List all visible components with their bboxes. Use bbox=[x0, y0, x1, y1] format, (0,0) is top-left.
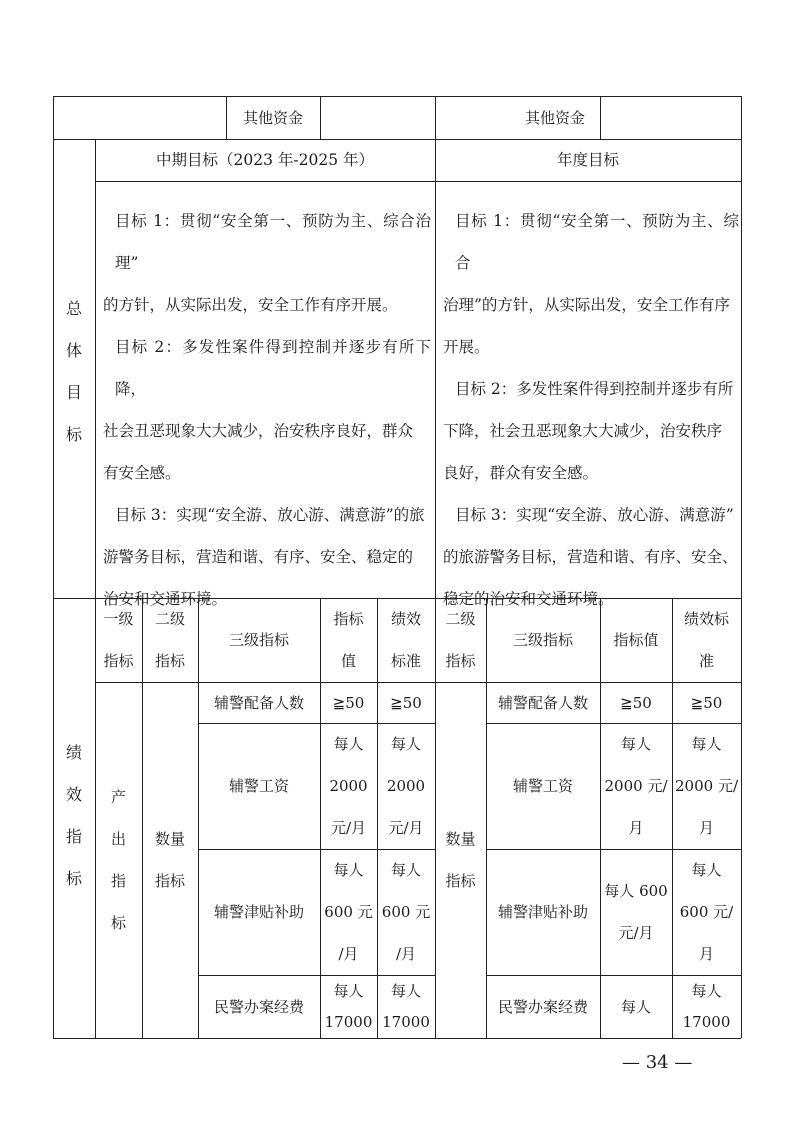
value-line: 元/月 bbox=[618, 924, 654, 942]
r-indicator-standard bbox=[672, 723, 741, 849]
header-level1 bbox=[95, 598, 142, 682]
standard-line: 每人 bbox=[390, 735, 421, 753]
annual-goal-line: 稳定的治安和交通环境。 bbox=[443, 590, 614, 608]
indicator-value: ≧50 bbox=[332, 693, 365, 712]
r-indicator-name: 辅警配备人数 bbox=[497, 693, 588, 712]
midterm-goal-line: 社会丑恶现象大大减少，治安秩序良好，群众 bbox=[103, 422, 414, 440]
header-text: 指标 bbox=[333, 610, 364, 628]
annual-goal-line: 治理”的方针，从实际出发，安全工作有序 bbox=[443, 296, 730, 314]
page-number: — 34 — bbox=[622, 1052, 693, 1073]
header-level2 bbox=[142, 598, 198, 682]
standard-line: 每人 bbox=[691, 735, 722, 753]
indicators-side-char: 绩 bbox=[65, 743, 82, 762]
standard-line: 元/月 bbox=[388, 819, 424, 837]
value-line: 17000 bbox=[324, 1012, 373, 1031]
midterm-goal-line: 游警务目标，营造和谐、有序、安全、稳定的 bbox=[103, 548, 414, 566]
value-line: 2000 bbox=[329, 777, 368, 795]
standard-line: 2000 bbox=[386, 777, 426, 795]
header-text: 指标 bbox=[445, 652, 476, 670]
indicator-name: 民警办案经费 bbox=[213, 997, 304, 1016]
annual-goals-text bbox=[443, 200, 739, 620]
indicator-value bbox=[320, 723, 377, 849]
standard-line: 月 bbox=[698, 945, 714, 963]
level2-text: 指标 bbox=[445, 872, 476, 890]
level1-char: 标 bbox=[110, 914, 126, 932]
header-r-standard bbox=[672, 598, 741, 682]
header-text: 绩效 bbox=[390, 610, 421, 628]
midterm-goal-line: 的方针，从实际出发，安全工作有序开展。 bbox=[103, 296, 398, 314]
midterm-goals-header: 中期目标（2023 年-2025 年） bbox=[156, 151, 374, 169]
goals-side-char: 体 bbox=[65, 341, 82, 360]
header-level3: 三级指标 bbox=[228, 631, 289, 649]
midterm-goal-line: 目标 1：贯彻“安全第一、预防为主、综合治理” bbox=[115, 212, 431, 272]
goals-side-label bbox=[59, 288, 89, 456]
header-text: 标准 bbox=[390, 652, 421, 670]
standard-line: 月 bbox=[698, 819, 714, 837]
standard-line: /月 bbox=[395, 945, 417, 963]
indicator-standard bbox=[377, 723, 435, 849]
annual-goals-header: 年度目标 bbox=[556, 151, 619, 169]
funds-left-label: 其他资金 bbox=[242, 108, 303, 127]
standard-line: 每人 bbox=[390, 861, 421, 879]
standard-line: 每人 bbox=[390, 981, 421, 1000]
r-level2-quantity-indicator bbox=[435, 682, 486, 1038]
value-line: 每人 bbox=[333, 861, 364, 879]
level1-output-indicator bbox=[95, 682, 142, 1038]
r-indicator-standard: ≧50 bbox=[690, 693, 723, 712]
indicator-standard bbox=[377, 849, 435, 975]
midterm-goal-line: 目标 2：多发性案件得到控制并逐步有所下降， bbox=[115, 338, 431, 398]
standard-line: 600 元/ bbox=[679, 903, 734, 921]
r-indicator-name: 辅警工资 bbox=[512, 777, 573, 795]
goals-side-char: 总 bbox=[65, 299, 82, 318]
header-r-level3: 三级指标 bbox=[512, 631, 573, 649]
indicator-standard: ≧50 bbox=[390, 693, 422, 712]
header-text: 准 bbox=[698, 652, 714, 670]
r-indicator-value: 每人 bbox=[620, 997, 651, 1016]
level1-char: 产 bbox=[110, 788, 126, 806]
value-line: 每人 bbox=[333, 981, 364, 1000]
annual-goal-line: 目标 2：多发性案件得到控制并逐步有所 bbox=[455, 380, 734, 398]
header-r-value: 指标值 bbox=[613, 631, 659, 649]
annual-goal-line: 的旅游警务目标，营造和谐、有序、安全、 bbox=[443, 548, 738, 566]
indicators-side-char: 效 bbox=[65, 785, 82, 804]
header-standard bbox=[377, 598, 435, 682]
header-text: 一级 bbox=[103, 610, 134, 628]
level1-char: 出 bbox=[110, 830, 126, 848]
midterm-goal-line: 治安和交通环境。 bbox=[103, 590, 228, 608]
r-indicator-value bbox=[600, 723, 672, 849]
indicators-side-char: 标 bbox=[65, 869, 82, 888]
midterm-goal-line: 目标 3：实现“安全游、放心游、满意游”的旅 bbox=[115, 506, 425, 524]
value-line: 每人 bbox=[620, 735, 651, 753]
standard-line: 17000 bbox=[682, 1012, 731, 1031]
indicator-standard bbox=[377, 975, 435, 1038]
standard-line: 17000 bbox=[382, 1012, 430, 1031]
standard-line: 2000 元/ bbox=[675, 777, 738, 795]
header-text: 指标 bbox=[154, 652, 185, 670]
goals-side-char: 标 bbox=[65, 425, 82, 444]
indicator-name: 辅警津贴补助 bbox=[213, 903, 304, 921]
indicator-name: 辅警工资 bbox=[228, 777, 289, 795]
midterm-goals-text bbox=[103, 200, 431, 620]
standard-line: 600 元 bbox=[381, 903, 431, 921]
indicator-value bbox=[320, 849, 377, 975]
annual-goal-line: 下降，社会丑恶现象大大减少，治安秩序 bbox=[443, 422, 723, 440]
header-text: 二级 bbox=[445, 610, 476, 628]
r-indicator-name: 民警办案经费 bbox=[497, 997, 588, 1016]
header-r-level2 bbox=[435, 598, 486, 682]
annual-goal-line: 目标 3：实现“安全游、放心游、满意游” bbox=[455, 506, 734, 524]
indicators-side-char: 指 bbox=[65, 827, 82, 846]
funds-right-label: 其他资金 bbox=[524, 108, 585, 127]
r-indicator-value: ≧50 bbox=[620, 693, 652, 712]
r-indicator-standard bbox=[672, 849, 741, 975]
standard-line: 每人 bbox=[691, 981, 722, 1000]
header-text: 绩效标 bbox=[683, 610, 729, 628]
annual-goal-line: 良好，群众有安全感。 bbox=[443, 464, 599, 482]
r-indicator-standard bbox=[672, 975, 741, 1038]
header-text: 值 bbox=[340, 652, 356, 670]
midterm-goal-line: 有安全感。 bbox=[103, 464, 181, 482]
header-text: 指标 bbox=[103, 652, 134, 670]
value-line: 元/月 bbox=[330, 819, 367, 837]
value-line: 每人 600 bbox=[604, 882, 668, 900]
level2-quantity-indicator bbox=[142, 682, 198, 1038]
value-line: 每人 bbox=[333, 735, 364, 753]
standard-line: 每人 bbox=[691, 861, 722, 879]
value-line: 2000 元/ bbox=[604, 777, 668, 795]
indicators-side-label bbox=[59, 732, 89, 900]
level2-text: 数量 bbox=[154, 830, 185, 848]
goals-side-char: 目 bbox=[65, 383, 82, 402]
value-line: /月 bbox=[338, 945, 359, 963]
r-indicator-value bbox=[600, 849, 672, 975]
level2-text: 数量 bbox=[445, 830, 476, 848]
annual-goal-line: 目标 1：贯彻“安全第一、预防为主、综合 bbox=[455, 212, 739, 272]
indicator-name: 辅警配备人数 bbox=[213, 693, 304, 712]
value-line: 月 bbox=[628, 819, 644, 837]
r-indicator-name: 辅警津贴补助 bbox=[497, 903, 588, 921]
level2-text: 指标 bbox=[154, 872, 185, 890]
value-line: 600 元 bbox=[324, 903, 373, 921]
header-value bbox=[320, 598, 377, 682]
indicator-value bbox=[320, 975, 377, 1038]
header-text: 二级 bbox=[154, 610, 185, 628]
level1-char: 指 bbox=[110, 872, 126, 890]
annual-goal-line: 开展。 bbox=[443, 338, 490, 356]
